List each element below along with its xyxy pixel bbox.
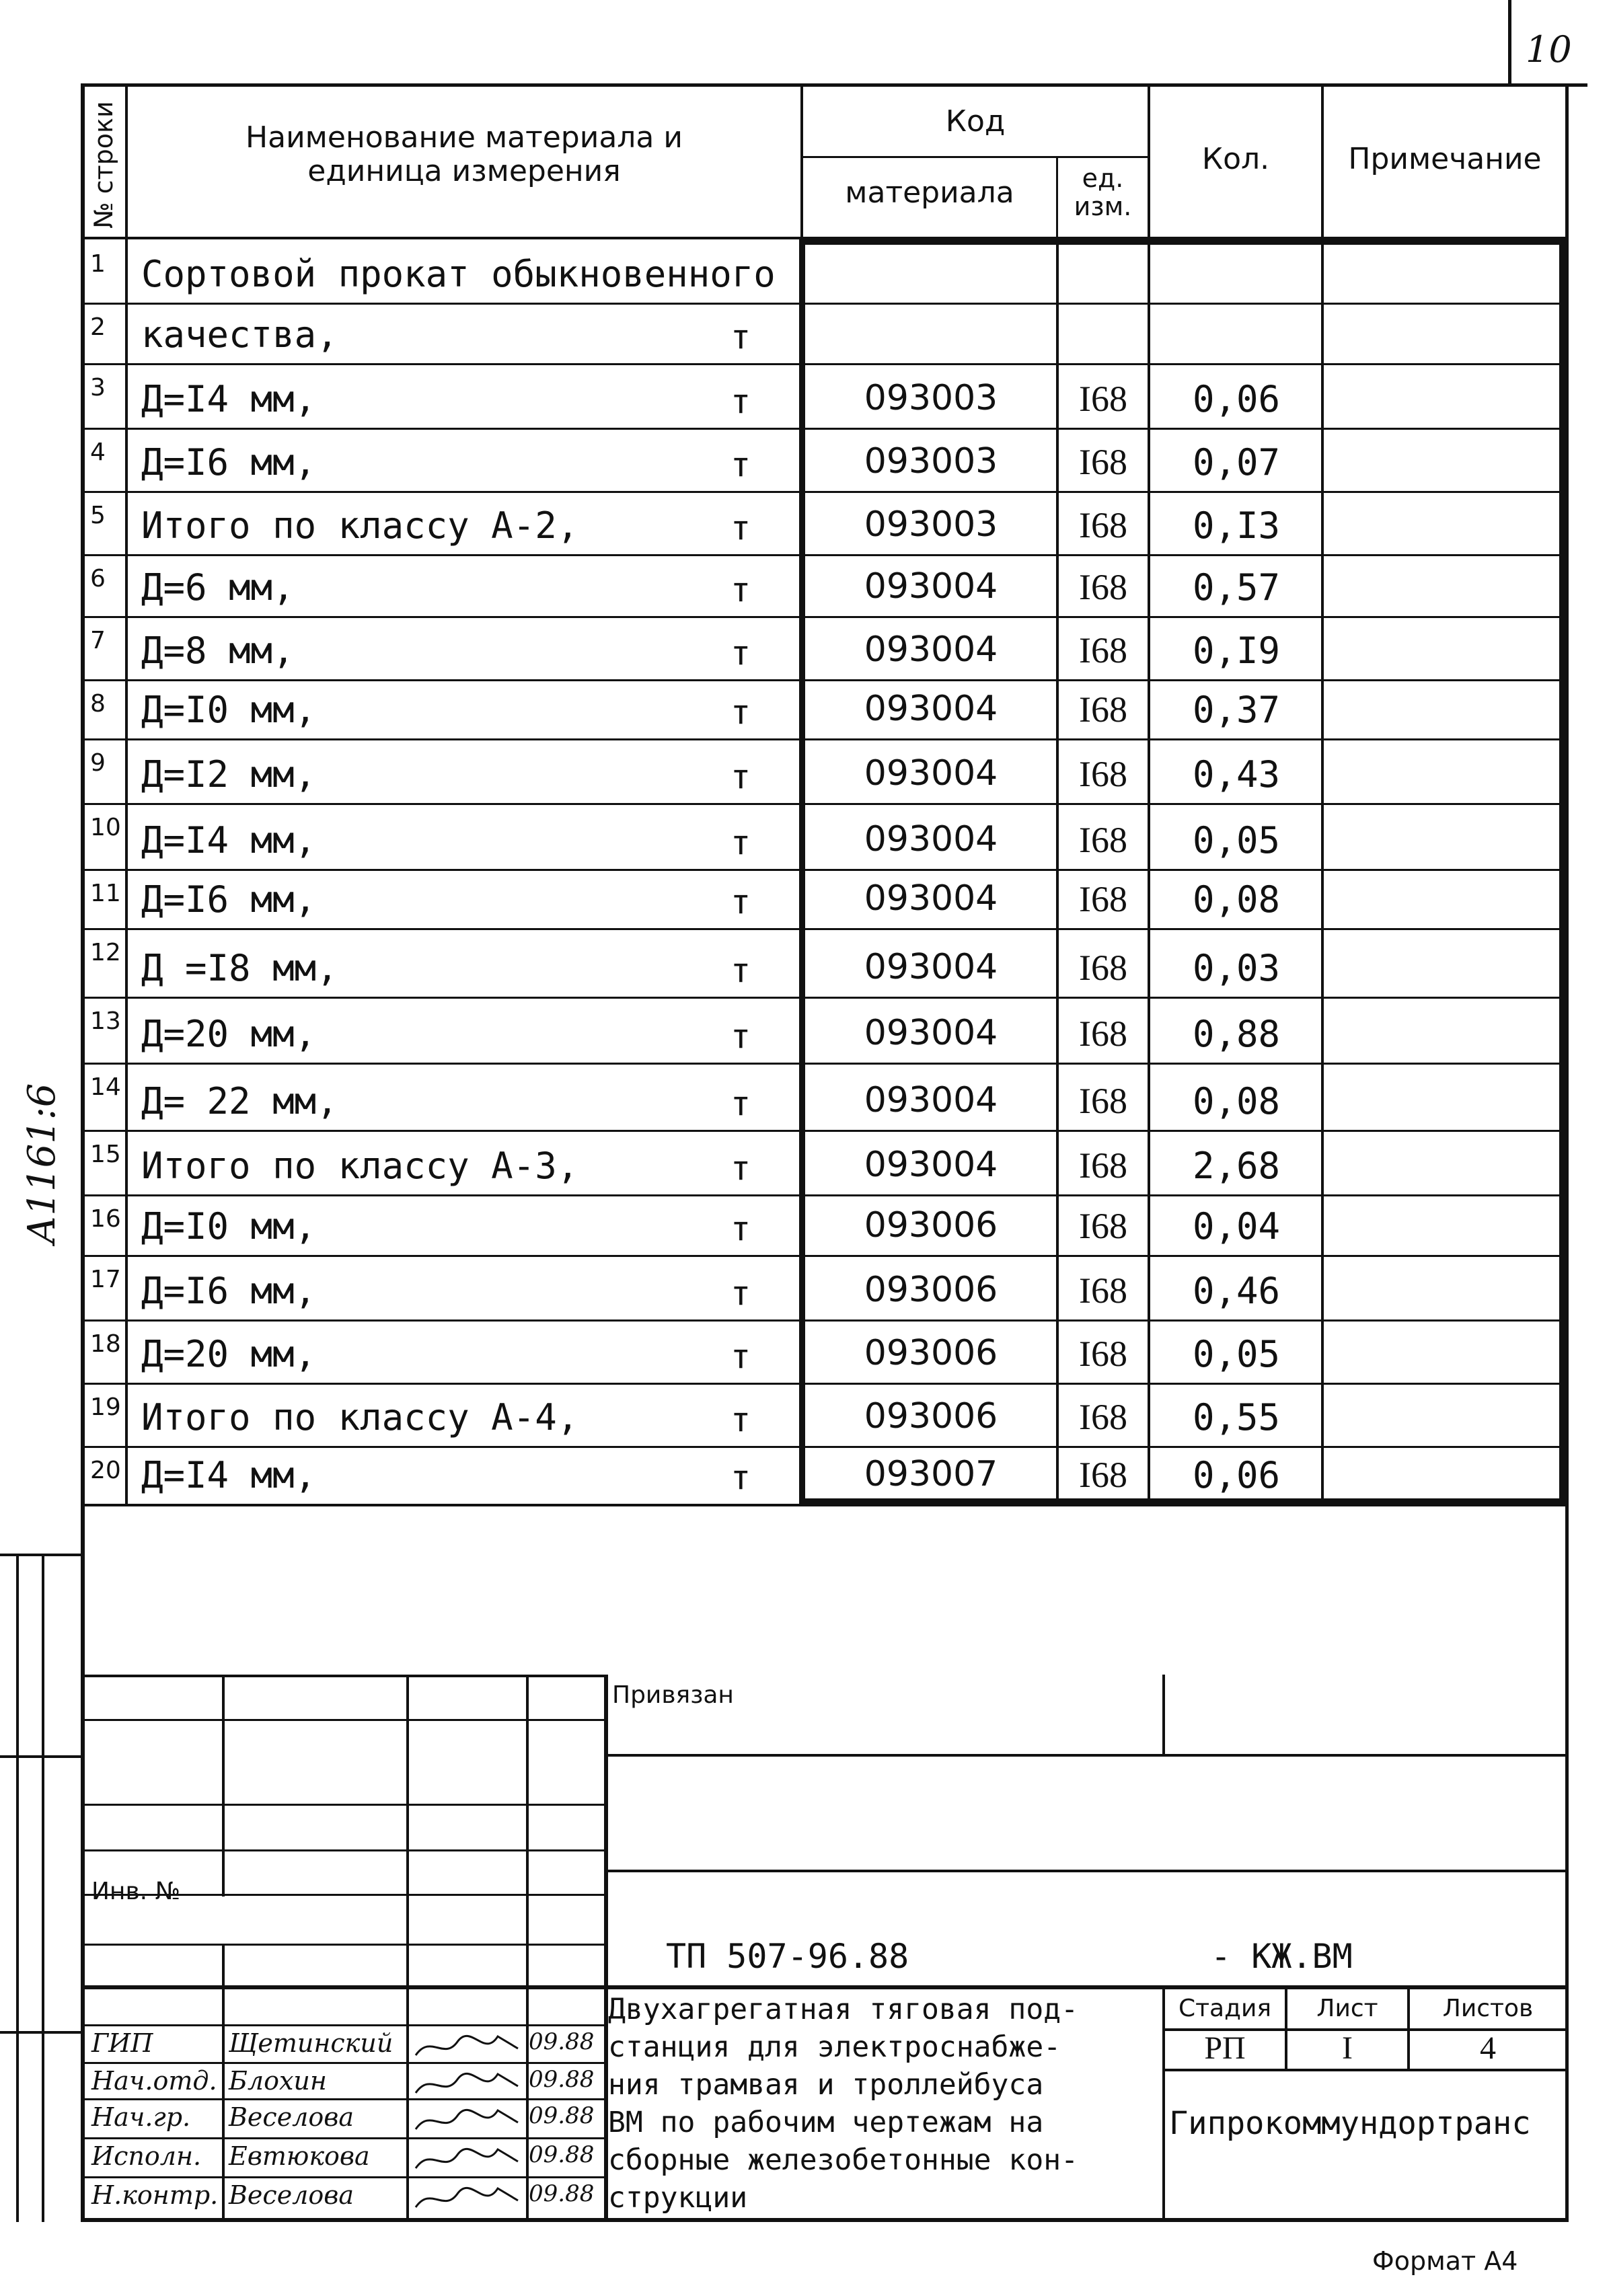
row-separator bbox=[81, 928, 1569, 930]
unit-code: I68 bbox=[1079, 1270, 1127, 1311]
signer-date: 09.88 bbox=[529, 2066, 595, 2093]
quantity: 0,I9 bbox=[1192, 629, 1281, 672]
signer-role: ГИП bbox=[91, 2028, 153, 2058]
row-number: 3 bbox=[90, 374, 106, 401]
material-code: 093006 bbox=[864, 1333, 998, 1373]
row-number: 18 bbox=[90, 1330, 121, 1358]
material-code: 093006 bbox=[864, 1205, 998, 1246]
unit-code: I68 bbox=[1079, 879, 1127, 919]
frame-left bbox=[81, 83, 85, 2222]
material-name: Д=I0 мм, bbox=[141, 1205, 317, 1248]
signature-mark bbox=[410, 2102, 525, 2139]
quantity: 0,03 bbox=[1192, 947, 1281, 989]
row-unit: т bbox=[730, 570, 751, 609]
material-code: 093003 bbox=[864, 378, 998, 418]
row-unit: т bbox=[730, 1400, 751, 1439]
quantity: 0,05 bbox=[1192, 819, 1281, 862]
unit-code: I68 bbox=[1079, 689, 1127, 730]
stage-label: Стадия bbox=[1178, 1995, 1272, 2022]
privyazan-label: Привязан bbox=[612, 1681, 734, 1709]
signer-role: Исполн. bbox=[91, 2141, 202, 2171]
row-separator bbox=[81, 1130, 1569, 1132]
row-number: 1 bbox=[90, 250, 106, 278]
row-unit: т bbox=[730, 823, 751, 862]
material-name: Сортовой прокат обыкновенного bbox=[141, 253, 776, 295]
unit-code: I68 bbox=[1079, 505, 1127, 545]
quantity: 0,05 bbox=[1192, 1333, 1281, 1375]
quantity: 0,08 bbox=[1192, 878, 1281, 921]
material-name: Итого по классу А-2, bbox=[141, 504, 579, 547]
row-separator bbox=[81, 363, 1569, 365]
row-number: 12 bbox=[90, 939, 121, 966]
unit-code: I68 bbox=[1079, 754, 1127, 794]
organization: Гипрокоммундортранс bbox=[1169, 2105, 1531, 2142]
row-separator bbox=[81, 1063, 1569, 1065]
row-number: 11 bbox=[90, 880, 121, 907]
row-unit: т bbox=[730, 1084, 751, 1123]
row-number: 17 bbox=[90, 1266, 121, 1293]
signer-name: Щетинский bbox=[229, 2028, 394, 2058]
row-separator bbox=[81, 1194, 1569, 1196]
quantity: 0,88 bbox=[1192, 1013, 1281, 1055]
quantity: 0,55 bbox=[1192, 1396, 1281, 1439]
row-separator bbox=[81, 554, 1569, 556]
stage-value: РП bbox=[1204, 2030, 1246, 2066]
material-code: 093004 bbox=[864, 1080, 998, 1120]
frame-top bbox=[81, 83, 1587, 87]
signer-date: 09.88 bbox=[529, 2141, 595, 2168]
quantity: 0,07 bbox=[1192, 441, 1281, 484]
unit-code: I68 bbox=[1079, 567, 1127, 607]
sheet-value: I bbox=[1342, 2030, 1353, 2066]
material-name: Д= 22 мм, bbox=[141, 1080, 338, 1122]
row-unit: т bbox=[730, 1149, 751, 1188]
row-unit: т bbox=[730, 317, 751, 356]
row-number: 5 bbox=[90, 502, 106, 529]
signer-name: Блохин bbox=[229, 2066, 327, 2096]
header-qty: Кол. bbox=[1201, 142, 1270, 176]
row-unit: т bbox=[730, 1274, 751, 1313]
row-number: 15 bbox=[90, 1141, 121, 1168]
row-unit: т bbox=[730, 951, 751, 990]
material-code: 093007 bbox=[864, 1454, 998, 1494]
row-number: 2 bbox=[90, 313, 106, 341]
quantity: 0,06 bbox=[1192, 378, 1281, 420]
quantity: 0,46 bbox=[1192, 1270, 1281, 1312]
material-name: Д=6 мм, bbox=[141, 566, 295, 609]
material-code: 093004 bbox=[864, 878, 998, 919]
header-code-material: материала bbox=[845, 176, 1014, 210]
row-number: 14 bbox=[90, 1073, 121, 1101]
material-name: Д=I6 мм, bbox=[141, 1270, 317, 1312]
doc-mark: - КЖ.ВМ bbox=[1211, 1937, 1353, 1976]
unit-code: I68 bbox=[1079, 948, 1127, 988]
row-number: 6 bbox=[90, 565, 106, 592]
row-number: 9 bbox=[90, 749, 106, 777]
material-name: Д=I4 мм, bbox=[141, 819, 317, 862]
material-name: Д=20 мм, bbox=[141, 1013, 317, 1055]
signer-name: Евтюкова bbox=[229, 2141, 370, 2171]
sheets-label: Листов bbox=[1442, 1995, 1534, 2022]
row-number: 7 bbox=[90, 627, 106, 654]
material-code: 093004 bbox=[864, 689, 998, 729]
row-number: 10 bbox=[90, 814, 121, 841]
signer-date: 09.88 bbox=[529, 2028, 595, 2055]
row-unit: т bbox=[730, 508, 751, 547]
row-number: 4 bbox=[90, 438, 106, 466]
frame-bottom bbox=[81, 2218, 1569, 2222]
signer-date: 09.88 bbox=[529, 2180, 595, 2207]
signature-mark bbox=[410, 2028, 525, 2065]
row-unit: т bbox=[730, 1017, 751, 1056]
row-unit: т bbox=[730, 634, 751, 673]
row-separator bbox=[81, 1255, 1569, 1257]
row-number: 13 bbox=[90, 1007, 121, 1035]
row-unit: т bbox=[730, 882, 751, 921]
inv-no-label: Инв. № bbox=[91, 1878, 181, 1905]
unit-code: I68 bbox=[1079, 442, 1127, 482]
row-unit: т bbox=[730, 445, 751, 484]
unit-code: I68 bbox=[1079, 630, 1127, 671]
row-separator bbox=[81, 997, 1569, 999]
signature-mark bbox=[410, 2180, 525, 2217]
header-row-no: № строки bbox=[89, 101, 118, 229]
quantity: 2,68 bbox=[1192, 1145, 1281, 1187]
material-code: 093004 bbox=[864, 1145, 998, 1185]
row-separator bbox=[81, 803, 1569, 805]
row-number: 19 bbox=[90, 1393, 121, 1421]
unit-code: I68 bbox=[1079, 1081, 1127, 1121]
material-code: 093004 bbox=[864, 819, 998, 859]
material-name: Итого по классу А-3, bbox=[141, 1145, 579, 1187]
material-name: Д=I0 мм, bbox=[141, 689, 317, 731]
quantity: 0,57 bbox=[1192, 566, 1281, 609]
sheet-label: Лист bbox=[1316, 1995, 1378, 2022]
signer-date: 09.88 bbox=[529, 2102, 595, 2129]
material-name: Д=I4 мм, bbox=[141, 378, 317, 420]
signer-role: Нач.отд. bbox=[91, 2066, 217, 2096]
material-code: 093003 bbox=[864, 504, 998, 545]
quantity: 0,I3 bbox=[1192, 504, 1281, 547]
row-unit: т bbox=[730, 1209, 751, 1248]
sheets-value: 4 bbox=[1480, 2030, 1496, 2066]
material-name: качества, bbox=[141, 313, 338, 356]
row-separator bbox=[81, 616, 1569, 618]
row-separator bbox=[81, 1319, 1569, 1322]
material-name: Итого по классу А-4, bbox=[141, 1396, 579, 1439]
quantity: 0,43 bbox=[1192, 753, 1281, 796]
row-separator bbox=[81, 428, 1569, 430]
format-label: Формат А4 bbox=[1372, 2246, 1518, 2276]
row-separator bbox=[81, 1446, 1569, 1448]
row-separator bbox=[81, 869, 1569, 871]
row-number: 20 bbox=[90, 1457, 121, 1484]
row-number: 8 bbox=[90, 690, 106, 718]
header-note: Примечание bbox=[1348, 142, 1542, 176]
signer-role: Н.контр. bbox=[91, 2180, 219, 2210]
row-separator bbox=[81, 491, 1569, 493]
unit-code: I68 bbox=[1079, 1206, 1127, 1246]
row-number: 16 bbox=[90, 1205, 121, 1233]
material-code: 093004 bbox=[864, 566, 998, 607]
row-unit: т bbox=[730, 1337, 751, 1376]
row-separator bbox=[81, 303, 1569, 305]
material-code: 093004 bbox=[864, 947, 998, 987]
material-code: 093004 bbox=[864, 629, 998, 670]
sheet-number: 10 bbox=[1526, 28, 1572, 71]
material-name: Д=I2 мм, bbox=[141, 753, 317, 796]
row-unit: т bbox=[730, 382, 751, 421]
unit-code: I68 bbox=[1079, 1145, 1127, 1186]
material-name: Д=I6 мм, bbox=[141, 878, 317, 921]
row-unit: т bbox=[730, 757, 751, 796]
row-unit: т bbox=[730, 693, 751, 732]
header-code-unit: ед. изм. bbox=[1074, 163, 1132, 221]
unit-code: I68 bbox=[1079, 379, 1127, 419]
material-name: Д=I6 мм, bbox=[141, 441, 317, 484]
signature-mark bbox=[410, 2066, 525, 2102]
material-code: 093004 bbox=[864, 1013, 998, 1053]
unit-code: I68 bbox=[1079, 1397, 1127, 1437]
material-code: 093006 bbox=[864, 1396, 998, 1437]
quantity: 0,04 bbox=[1192, 1205, 1281, 1248]
unit-code: I68 bbox=[1079, 1455, 1127, 1495]
material-name: Д =I8 мм, bbox=[141, 947, 338, 989]
unit-code: I68 bbox=[1079, 820, 1127, 860]
signer-name: Веселова bbox=[229, 2180, 354, 2210]
material-code: 093006 bbox=[864, 1270, 998, 1310]
material-code: 093004 bbox=[864, 753, 998, 794]
material-name: Д=20 мм, bbox=[141, 1333, 317, 1375]
signature-mark bbox=[410, 2141, 525, 2178]
row-separator bbox=[81, 738, 1569, 740]
row-separator bbox=[81, 1383, 1569, 1385]
material-code: 093003 bbox=[864, 441, 998, 482]
material-name: Д=8 мм, bbox=[141, 629, 295, 672]
row-separator bbox=[81, 679, 1569, 681]
project-title: Двухагрегатная тяговая под- станция для электроснабже- ния трамвая и троллейбуса ВМ по рабочим чертежам на сборные железобетонные кон- струкции bbox=[608, 1993, 1078, 2215]
unit-code: I68 bbox=[1079, 1013, 1127, 1054]
signer-name: Веселова bbox=[229, 2102, 354, 2132]
doc-code: ТП 507-96.88 bbox=[666, 1937, 909, 1976]
signer-role: Нач.гр. bbox=[91, 2102, 191, 2132]
row-unit: т bbox=[730, 1458, 751, 1497]
header-code: Код bbox=[945, 104, 1006, 139]
header-name: Наименование материала и единица измерения bbox=[246, 120, 683, 188]
unit-code: I68 bbox=[1079, 1334, 1127, 1374]
material-name: Д=I4 мм, bbox=[141, 1454, 317, 1496]
quantity: 0,08 bbox=[1192, 1080, 1281, 1122]
quantity: 0,06 bbox=[1192, 1454, 1281, 1496]
margin-note: А1161:6 bbox=[20, 1083, 64, 1244]
quantity: 0,37 bbox=[1192, 689, 1281, 731]
